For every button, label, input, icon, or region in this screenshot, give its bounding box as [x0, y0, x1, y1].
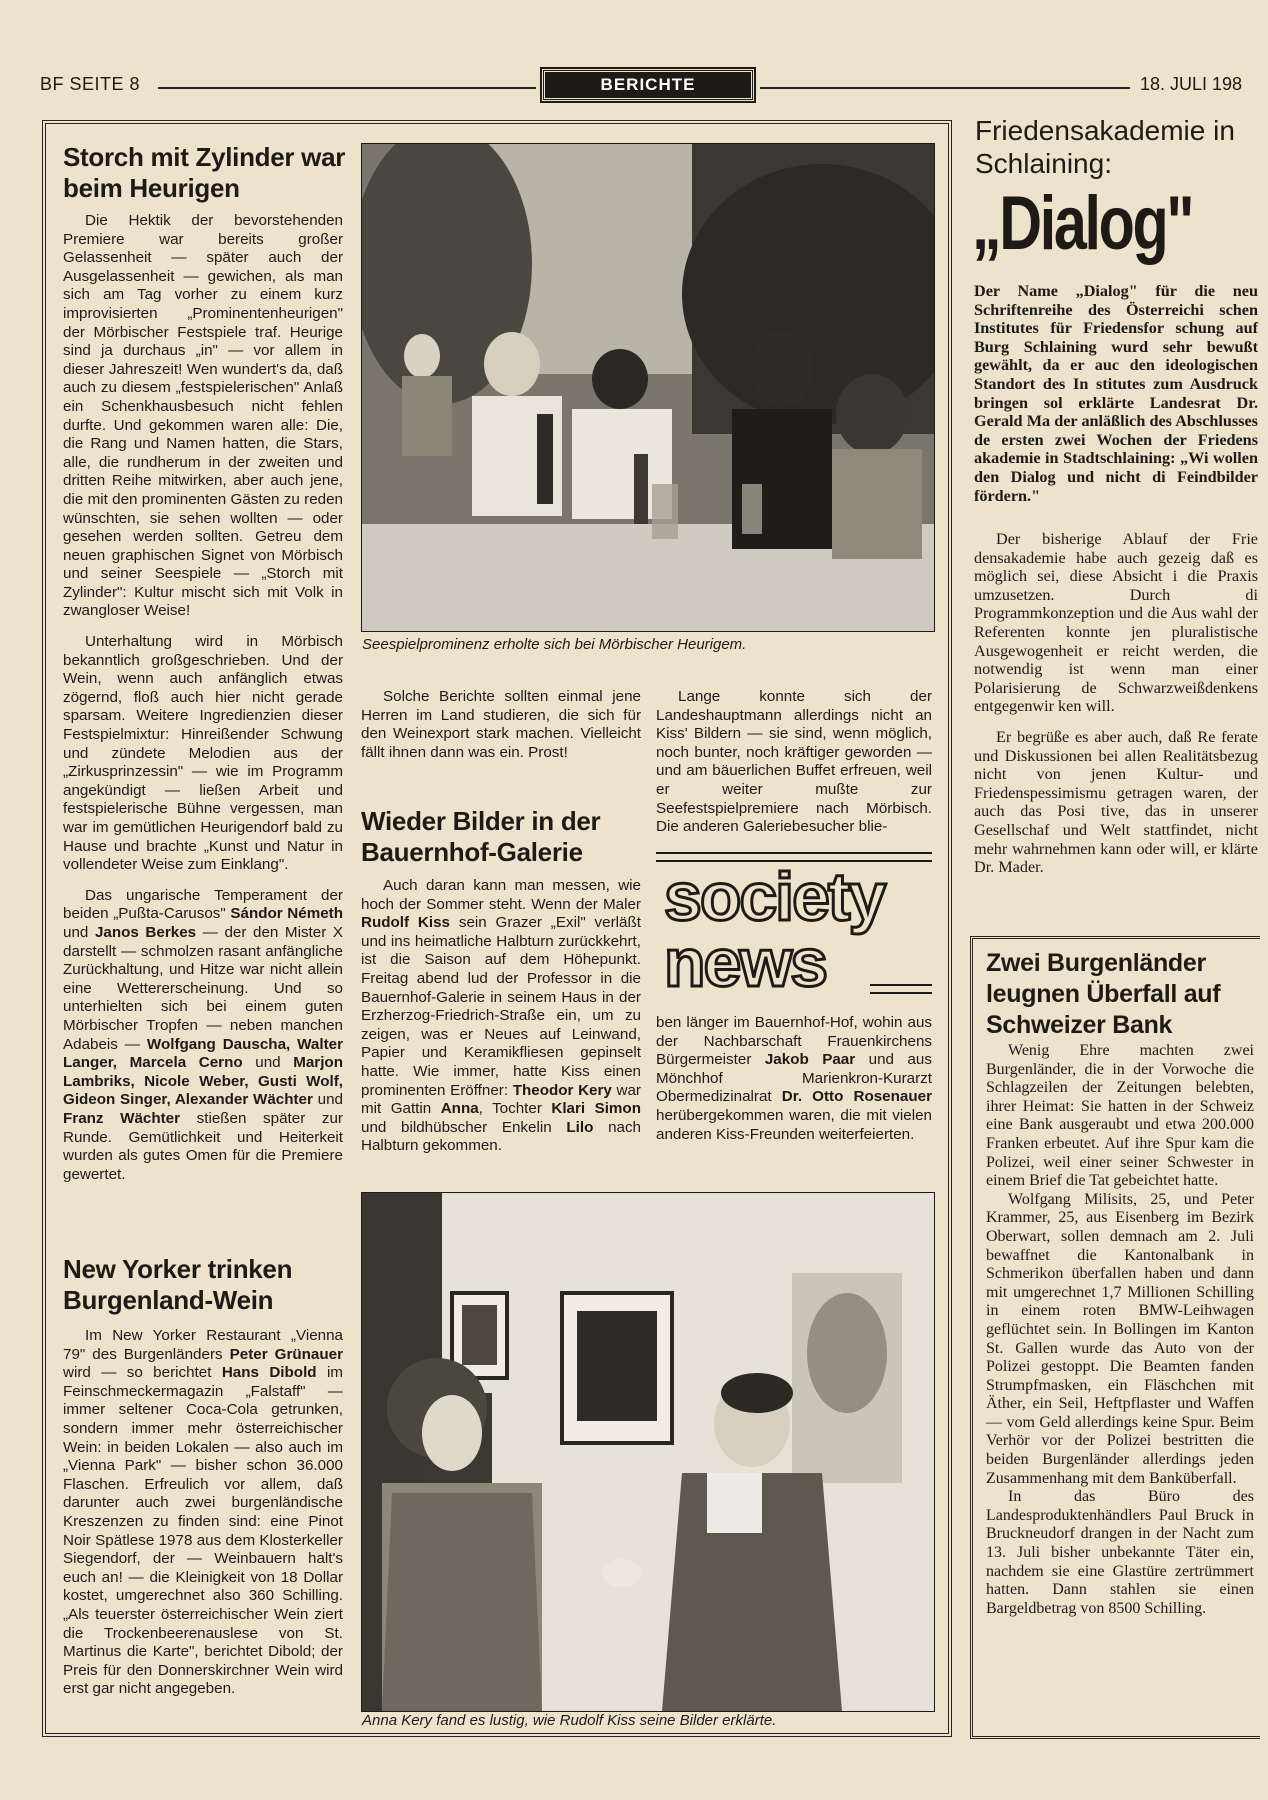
- heurigen-photo-caption: Seespielprominenz erholte sich bei Mörbischer Heurigem.: [362, 636, 747, 653]
- storch-body: [63, 212, 343, 1184]
- bank-paragraph-3: In das Büro des Landesproduktenhändlers Paul Bruck in Bruckneudorf drangen in der Nacht zum 13. Juli bisher unbekannte Täter ein, nachdem sie eine Glastüre zertrümmert hatten. Dann stahlen sie einen Bargeldbetrag von 8500 Schilling.: [986, 1488, 1254, 1617]
- bank-body: [986, 1042, 1254, 1618]
- bank-headline: Zwei Burgenländer leugnen Überfall auf Schweizer Bank: [986, 949, 1221, 1039]
- dialog-paragraph-1: Der bisherige Ablauf der Frie densakademie habe auch gezeig daß es möglich sei, diese Absicht i die Praxis umzusetzen. Durch di Programmkonzeption und die Aus wahl der Referenten konnte jen pluralistische Ausgewogenheit er reicht werden, die notwendig ist wenn man einer Polarisierung de Schwarzweißdenkens entgegenwir ken will.: [974, 530, 1258, 716]
- storch-paragraph-1: Die Hektik der bevorstehenden Premiere war bereits großer Gelassenheit — später auch der Ausgelassenheit — gewichen, als man sich am Tag vorher zu einem kurz improvisierten „Prominentenheurigen" der Mörbischer Festspiele traf. Heurige sind ja durchaus „in" — vor allem in dieser Jahreszeit! Wen wundert's da, daß auch zu diesem „festspielerischen" Anlaß ein Schenkhausbesuch nicht fehlen durfte. Und gekommen waren alle: Die, die Rang und Namen hatten, die Stars, alle, die rundherum in der zweiten und dritten Reihe mitwirken, aber auch jene, die mit den prominenten Gästen zu reden wünschten, sie sehen wollten — oder gesehen werden sollten. Getreu dem neuen graphischen Signet von Mörbisch und seiner Seespiele — „Storch mit Zylinder": Kultur mischt sich mit Volk in zwangloser Weise!: [63, 212, 343, 620]
- society-news-line-2: news: [664, 925, 827, 1001]
- galerie-photo-caption: Anna Kery fand es lustig, wie Rudolf Kiss seine Bilder erklärte.: [362, 1712, 777, 1729]
- bank-paragraph-1: Wenig Ehre machten zwei Burgenländer, die in der Vorwoche die Schlagzeilen der Zeitungen belebten, ihrer Heimat: Sie hatten in der Schweiz eine Bank ausgeraubt und etwa 200.000 Franken erbeutet. Auf ihre Spur kam die Polizei, weil einer seiner Schwester in einem Brief die Tat gebeichtet hatte.: [986, 1042, 1254, 1190]
- storch-paragraph-2: Unterhaltung wird in Mörbisch bekanntlich großgeschrieben. Und der Wein, wenn auch anfänglich etwas zögernd, floß auch hier nicht gerade sparsam. Weitere Ingredienzien dieser Festspielmixtur: Hinreißender Schwung und zündete Melodien aus der „Zirkusprinzessin" — wie im Programm angekündigt — ließen Arbeit und festspielerische Bühne vergessen, man war im gemütlichen Heurigendorf bald zu Hause und brachte „Kunst und Natur in vollendeter Weise zum Einklang".: [63, 633, 343, 874]
- society-news-line-1: society: [664, 859, 885, 935]
- dialog-paragraph-2: Er begrüße es aber auch, daß Re ferate und Diskussionen bei allen Realitätsbezug nicht von jenen Kultur- und Friedenspessimismu getragen waren, der auch das Posi tive, das in unserer Gesellschaf und Welt stattfindet, nicht mehr wahrnehmen kann oder will, er klärte Dr. Mader.: [974, 727, 1258, 877]
- section-label-text: BERICHTE: [600, 75, 696, 94]
- galerie-paragraph-2: Lange konnte sich der Landeshauptmann allerdings nicht an Kiss' Bildern — sie sind, wenn möglich, noch bunter, noch kräftiger geworden — und am bäuerlichen Buffet erfreuen, weil er weiter mußte zur Seefestspielpremiere nach Mörbisch. Die anderen Galeriebesucher blie-: [656, 688, 932, 836]
- galerie-paragraph-3: ben länger im Bauernhof-Hof, wohin aus der Nachbarschaft Frauenkirchens Bürgermeister Jakob Paar und aus Mönchhof Marienkron-Kurarzt Obermedizinalrat Dr. Otto Rosenauer herübergekommen waren, die mit vielen anderen Kiss-Freunden weiterfeierten.: [656, 1014, 932, 1143]
- storch-continuation: [361, 688, 641, 762]
- society-news-logo: [664, 859, 934, 1004]
- society-news-rule-bottom: [870, 984, 932, 994]
- galerie-paragraph-1: Auch daran kann man messen, wie hoch der Sommer steht. Wenn der Maler Rudolf Kiss sein Grazer „Exil" verläßt und ins heimatliche Halbturn zurückkehrt, ist die Saison auf dem Höhepunkt. Freitag abend lud der Professor in die Bauernhof-Galerie in seinem Haus in der Erzherzog-Friedrich-Straße ein, um zu zeigen, was er Neues auf Leinwand, Papier und Keramikfliesen gepinselt hatte. Wie immer, hatte Kiss einen prominenten Eröffner: Theodor Kery war mit Gattin Anna, Tochter Klari Simon und bildhübscher Enkelin Lilo nach Halbturn gekommen.: [361, 877, 641, 1155]
- newyork-headline: New Yorker trinken Burgenland-Wein: [63, 1254, 293, 1315]
- galerie-body: [361, 877, 641, 1156]
- heurigen-photo-image: [362, 144, 934, 631]
- section-label: [542, 69, 754, 101]
- galerie-headline: Wieder Bilder in der Bauernhof-Galerie: [361, 806, 601, 867]
- galerie-continuation-2: [656, 1014, 932, 1144]
- heurigen-photo: [361, 143, 935, 632]
- newyork-paragraph: Im New Yorker Restaurant „Vienna 79" des Burgenländers Peter Grünauer wird — so berichtet Hans Dibold im Feinschmeckermagazin „Falstaff" — immer seltener Coca-Cola getrunken, sondern immer mehr österreichischer Wein: in beiden Lokalen — also auch im „Vienna Park" — bisher schon 36.000 Flaschen. Erfreulich vor allem, daß darunter auch zwei burgenländische Kreszenzen zu finden sind: eine Pinot Noir Spätlese 1978 aus dem Klosterkeller Siegendorf, der — Weinbauern halt's euch an! — die Kleinigkeit von 18 Dollar kostet, umgerechnet also 360 Schilling. „Als teuerster österreichischer Wein ziert die Trockenbeerenauslese von St. Martinus die Karte", berichtet Dibold; der Preis für den Donnerskirchner Wein wird erst gar nicht angegeben.: [63, 1327, 343, 1698]
- page-date: 18. JULI 198: [1140, 74, 1243, 94]
- page-folio: BF SEITE 8: [40, 74, 141, 94]
- dialog-lead: Der Name „Dialog" für die neu Schriftenreihe des Österreichi schen Institutes für Friedensfor schung auf Burg Schlaining wurd sehr bewußt gewählt, da er auc den ideologischen Standort des In stitutes zum Ausdruck bringen sol erklärte Landesrat Dr. Gerald Ma der anläßlich des Abschlusses de ersten zwei Wochen der Friedens akademie in Stadtschlaining: „Wi wollen den Dialog und nicht di Feindbilder fördern.": [974, 282, 1258, 505]
- storch-paragraph-3: Das ungarische Temperament der beiden „Pußta-Carusos" Sándor Németh und Janos Berkes — der den Mister X darstellt — schmolzen rasant anfängliche Zurückhaltung, und Hitze war nicht allein eine Wettererscheinung. Und so unterhielten sich bei einem guten Mörbischer Tropfen — neben manchen Adabeis — Wolfgang Dauscha, Walter Langer, Marcela Cerno und Marjon Lambriks, Nicole Weber, Gusti Wolf, Gideon Singer, Alexander Wächter und Franz Wächter stießen später zur Runde. Gemütlichkeit und Heiterkeit wurden als gutes Omen für die Premiere gewertet.: [63, 886, 343, 1183]
- newyork-body: [63, 1327, 343, 1699]
- bank-paragraph-2: Wolfgang Milisits, 25, und Peter Krammer, 25, aus Eisenberg im Bezirk Oberwart, sollen demnach am 2. Juli bewaffnet die Kantonalbank in Schmerikon überfallen haben und dann mit umgerechnet 1,7 Millionen Schilling in einem roten BMW-Leihwagen geflüchtet sein. In Bollingen im Kanton St. Gallen wurde das Auto von der Polizei gestoppt. Die Beamten fanden Strumpfmasken, ein Fläschchen mit Äther, ein Seil, Heftpflaster und Waffen — vom Geld allerdings keine Spur. Beim Verhör vor der Polizei bestritten die beiden Burgenländer allerdings jeden Zusammenhang mit dem Banküberfall.: [986, 1190, 1254, 1487]
- header-rule-right: [760, 87, 1130, 89]
- galerie-photo: [361, 1192, 935, 1712]
- dialog-body: [974, 530, 1258, 877]
- storch-continuation-text: Solche Berichte sollten einmal jene Herren im Land studieren, die sich für den Weinexport stark machen. Vielleicht fällt ihnen dann was ein. Prost!: [361, 688, 641, 761]
- dialog-headline: „Dialog": [972, 181, 1193, 266]
- dialog-kicker: Friedensakademie in Schlaining:: [975, 115, 1235, 179]
- header-rule-left: [158, 87, 536, 89]
- storch-headline: Storch mit Zylinder war beim Heurigen: [63, 142, 346, 203]
- galerie-photo-image: [362, 1193, 934, 1711]
- galerie-continuation-1: [656, 688, 932, 837]
